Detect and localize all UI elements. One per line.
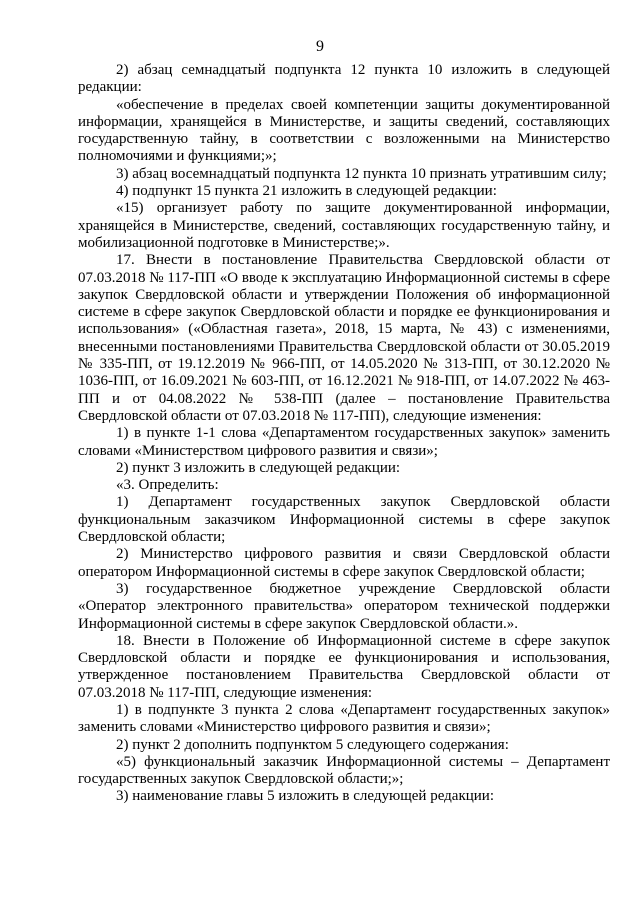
- paragraph: 3) наименование главы 5 изложить в следующей редакции:: [116, 788, 494, 805]
- paragraph: 3) абзац восемнадцатый подпункта 12 пункта 10 признать утратившим силу;: [116, 165, 607, 182]
- paragraph: 4) подпункт 15 пункта 21 изложить в следующей редакции:: [116, 183, 497, 200]
- paragraph: 18. Внести в Положение об Информационной системе в сфере закупок Свердловской области и порядке ее функционирования и использования, утвержденное постановлением Правительства Свердловской области от 07.03.2018 № 117-ПП, следующие изменения:: [78, 632, 610, 701]
- paragraph: «5) функциональный заказчик Информационной системы – Департамент государственных закупок Свердловской области;»;: [78, 753, 610, 788]
- paragraph: 2) Министерство цифрового развития и связи Свердловской области оператором Информационной системы в сфере закупок Свердловской области;: [78, 546, 610, 580]
- document-body: [78, 62, 610, 806]
- paragraph: «обеспечение в пределах своей компетенции защиты документированной информации, хранящейся в Министерстве, и защиты сведений, составляющих государственную тайну, в соответствии с возложенными на Министерство полномочиями и функциями;»;: [78, 96, 610, 165]
- paragraph: 1) в пункте 1-1 слова «Департаментом государственных закупок» заменить словами «Министерством цифрового развития и связи»;: [78, 425, 610, 459]
- paragraph: 1) Департамент государственных закупок Свердловской области функциональным заказчиком Информационной системы в сфере закупок Свердловской области;: [78, 494, 610, 546]
- paragraph: 2) пункт 2 дополнить подпунктом 5 следующего содержания:: [116, 736, 509, 753]
- paragraph: 2) абзац семнадцатый подпункта 12 пункта 10 изложить в следующей редакции:: [78, 62, 610, 96]
- paragraph: «15) организует работу по защите документированной информации, хранящейся в Министерстве, сведений, составляющих государственную тайну, и мобилизационной подготовке в Министерстве;».: [78, 200, 610, 251]
- paragraph: «3. Определить:: [116, 477, 219, 494]
- paragraph: 17. Внести в постановление Правительства Свердловской области от 07.03.2018 № 117-ПП «О вводе к эксплуатацию Информационной системы в сфере закупок Свердловской области и утверждении Положения об информационной системе в сфере закупок Свердловской области и порядке ее функционирования и использования» («Областная газета», 2018, 15 марта, № 43) с изменениями, внесенными постановлениями Правительства Свердловской области от 30.05.2019 № 335-ПП, от 19.12.2019 № 966-ПП, от 14.05.2020 № 313-ПП, от 30.12.2020 № 1036-ПП, от 16.09.2021 № 603-ПП, от 16.12.2021 № 918-ПП, от 14.07.2022 № 463-ПП и от 04.08.2022 № 538-ПП (далее – постановление Правительства Свердловской области от 07.03.2018 № 117-ПП), следующие изменения:: [78, 252, 610, 424]
- paragraph: 2) пункт 3 изложить в следующей редакции:: [116, 459, 401, 476]
- paragraph: 1) в подпункте 3 пункта 2 слова «Департамент государственных закупок» заменить словами «Министерство цифрового развития и связи»;: [78, 701, 610, 736]
- paragraph: 3) государственное бюджетное учреждение Свердловской области «Оператор электронного правительства» оператором технической поддержки Информационной системы в сфере закупок Свердловской области.».: [78, 580, 610, 632]
- page-number: 9: [316, 38, 324, 55]
